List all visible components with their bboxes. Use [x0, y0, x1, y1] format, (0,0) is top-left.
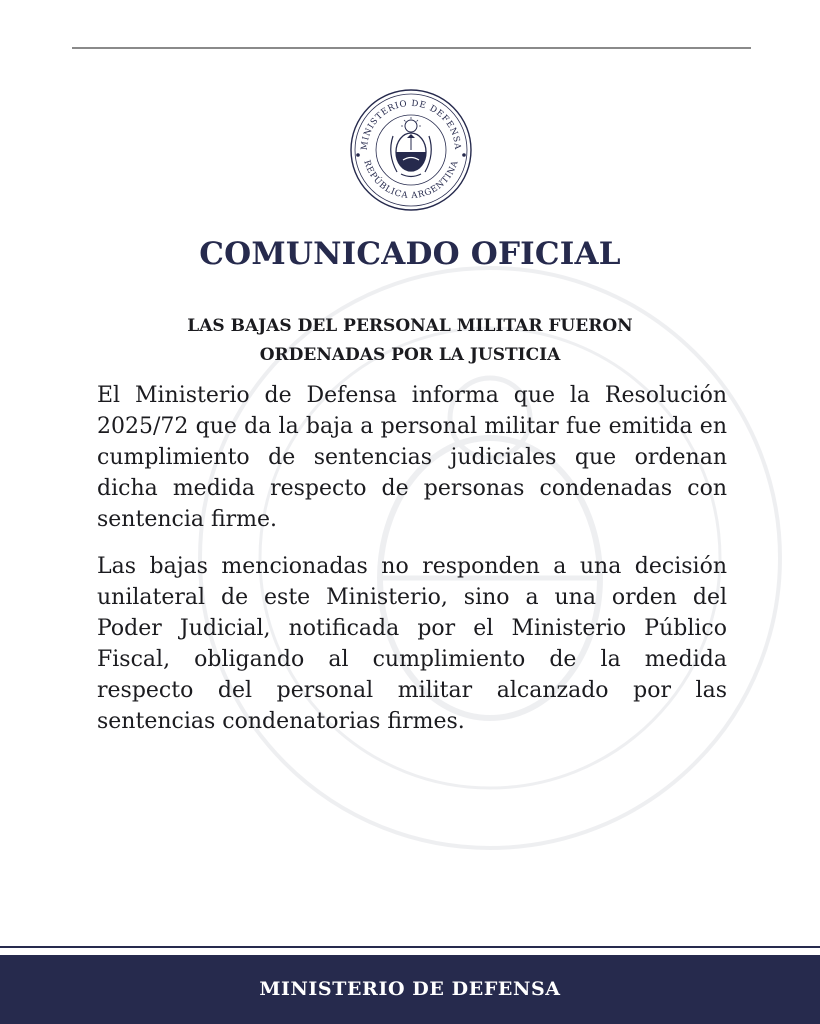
- seal-bottom-text: REPÚBLICA ARGENTINA: [361, 159, 461, 202]
- footer-label: MINISTERIO DE DEFENSA: [259, 978, 561, 1000]
- footer-divider: [0, 946, 820, 948]
- paragraph-2: Las bajas mencionadas no responden a una decisión unilateral de este Ministerio, sino a una orden del Poder Judicial, notificada por el Ministerio Público Fiscal, obligando al cumplimiento de la medida respecto del personal militar alcanzado por las sentencias condenatorias firmes.: [97, 554, 727, 734]
- seal-top-text: MINISTERIO DE DEFENSA: [359, 98, 463, 151]
- page-title: COMUNICADO OFICIAL: [199, 236, 621, 272]
- communique-body: [97, 380, 727, 753]
- coat-of-arms-icon: [391, 117, 432, 177]
- subtitle-line-1: LAS BAJAS DEL PERSONAL MILITAR FUERON: [187, 316, 633, 336]
- paragraph-1: El Ministerio de Defensa informa que la Resolución 2025/72 que da la baja a personal militar fue emitida en cumplimiento de sentencias judiciales que ordenan dicha medida respecto de personas condenadas con sentencia firme.: [97, 383, 727, 532]
- ministry-seal: [349, 88, 473, 212]
- top-divider: [72, 47, 751, 49]
- subtitle: [140, 312, 680, 370]
- subtitle-line-2: ORDENADAS POR LA JUSTICIA: [259, 345, 561, 365]
